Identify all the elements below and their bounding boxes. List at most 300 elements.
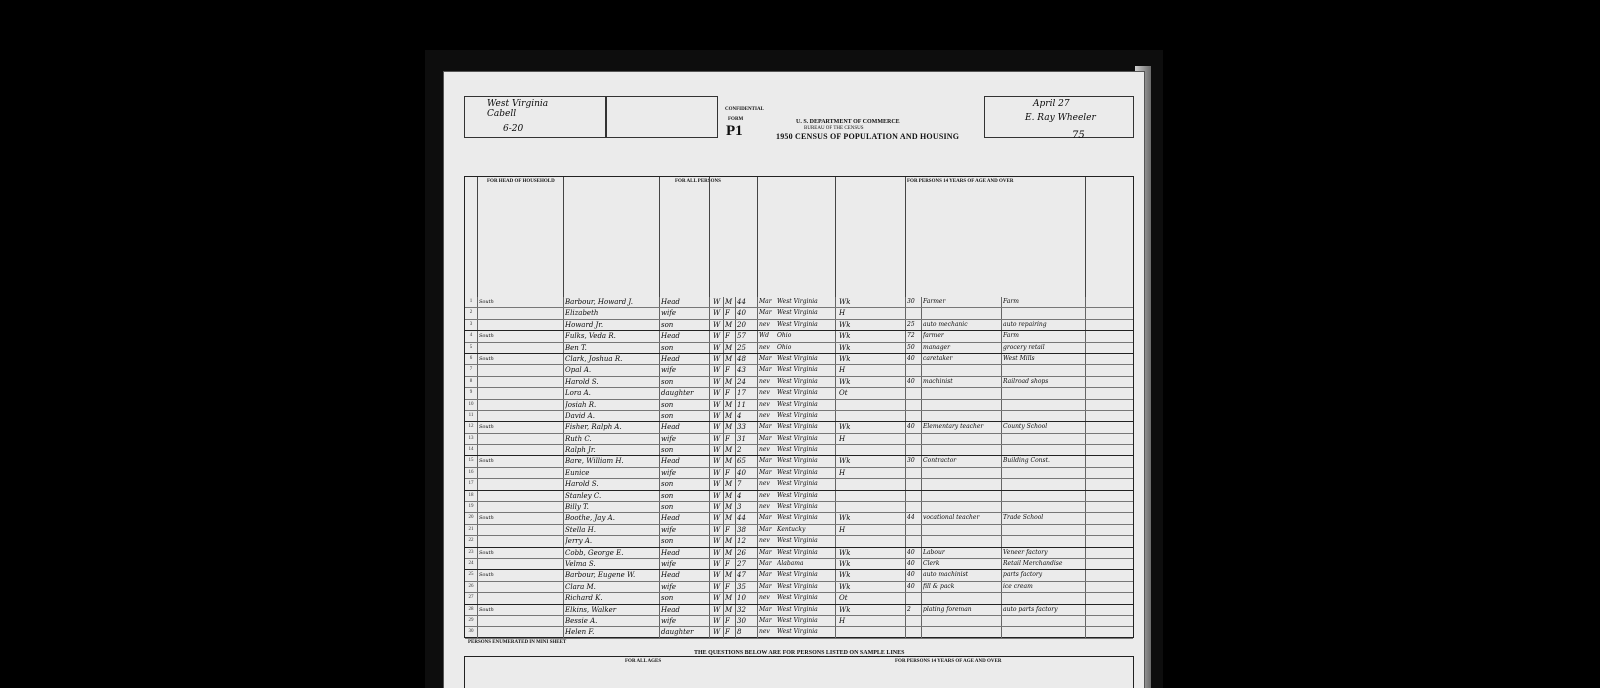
column-divider (921, 525, 922, 535)
cell-relation: Head (661, 423, 680, 432)
column-divider (835, 434, 836, 444)
cell-name: Stanley C. (565, 491, 602, 500)
column-divider (905, 320, 906, 330)
form-label: FORM (728, 117, 744, 122)
cell-occupation: auto machinist (923, 571, 969, 579)
column-divider (757, 388, 758, 398)
column-divider (921, 434, 922, 444)
column-divider (723, 616, 724, 626)
column-divider (905, 388, 906, 398)
cell-race: W (713, 400, 721, 409)
column-divider (477, 343, 478, 353)
column-divider (905, 354, 906, 364)
cell-name: Ruth C. (565, 434, 592, 443)
column-divider (659, 491, 660, 501)
column-divider (921, 605, 922, 615)
cell-name: Richard K. (565, 594, 603, 603)
column-divider (477, 525, 478, 535)
column-divider (709, 445, 710, 455)
column-divider (709, 388, 710, 398)
cell-relation: son (661, 491, 674, 500)
cell-birthplace: West Virginia (777, 389, 818, 397)
column-divider (735, 548, 736, 558)
cell-birthplace: West Virginia (777, 571, 818, 579)
cell-relation: wife (661, 366, 676, 375)
column-divider (659, 411, 660, 421)
census-rows (465, 297, 1133, 639)
cell-industry: ice cream (1003, 582, 1033, 590)
cell-race: W (713, 616, 721, 625)
column-divider (709, 582, 710, 592)
column-divider (659, 308, 660, 318)
footer-note: PERSONS ENUMERATED IN MINI SHEET (468, 640, 567, 645)
column-divider (835, 320, 836, 330)
census-sheet (444, 72, 1144, 688)
cell-name: Helen F. (565, 628, 595, 637)
column-divider (723, 456, 724, 466)
cell-sex: M (725, 343, 733, 352)
column-divider (659, 377, 660, 387)
column-divider (735, 491, 736, 501)
column-divider (659, 525, 660, 535)
column-divider (563, 422, 564, 432)
cell-work: Ot (839, 594, 848, 603)
column-divider (757, 479, 758, 489)
column-divider (477, 308, 478, 318)
column-divider (921, 559, 922, 569)
column-divider (835, 422, 836, 432)
table-row (465, 388, 1133, 399)
cell-name: Clark, Joshua R. (565, 354, 623, 363)
column-divider (1085, 354, 1086, 364)
column-divider (659, 320, 660, 330)
cell-birthplace: Kentucky (777, 525, 806, 533)
column-divider (1001, 320, 1002, 330)
table-row (465, 297, 1133, 308)
cell-sex: F (725, 559, 730, 568)
cell-age: 47 (737, 571, 746, 580)
column-divider (723, 548, 724, 558)
column-divider (757, 422, 758, 432)
column-divider (1085, 456, 1086, 466)
column-divider (1001, 343, 1002, 353)
cell-industry: grocery retail (1003, 343, 1045, 351)
column-divider (659, 570, 660, 580)
column-divider (1085, 422, 1086, 432)
cell-birthplace: West Virginia (777, 423, 818, 431)
column-divider (1085, 479, 1086, 489)
cell-marital: nev (759, 377, 770, 385)
cell-relation: wife (661, 309, 676, 318)
column-divider (1085, 343, 1086, 353)
cell-name: Harold S. (565, 377, 599, 386)
cell-age: 25 (737, 343, 746, 352)
column-divider (835, 388, 836, 398)
cell-work: H (839, 434, 846, 443)
cell-age: 44 (737, 514, 746, 523)
column-divider (905, 456, 906, 466)
column-divider (723, 513, 724, 523)
cell-industry: auto repairing (1003, 320, 1047, 328)
column-divider (735, 354, 736, 364)
column-divider (563, 491, 564, 501)
line-number: 6 (469, 355, 473, 361)
column-divider (477, 502, 478, 512)
column-divider (709, 308, 710, 318)
cell-race: W (713, 594, 721, 603)
cell-work: Wk (839, 605, 851, 614)
table-row (465, 365, 1133, 376)
cell-name: Bare, William H. (565, 457, 624, 466)
column-divider (477, 331, 478, 341)
column-divider (757, 548, 758, 558)
cell-marital: nev (759, 537, 770, 545)
column-divider (723, 434, 724, 444)
cell-hours: 40 (907, 423, 915, 431)
cell-name: Eunice (565, 468, 590, 477)
cell-age: 38 (737, 525, 746, 534)
county-value: Cabell (487, 109, 517, 119)
column-divider (757, 627, 758, 637)
column-divider (1001, 479, 1002, 489)
line-number: 26 (468, 583, 474, 589)
cell-marital: nev (759, 491, 770, 499)
cell-age: 31 (737, 434, 746, 443)
column-divider (905, 536, 906, 546)
column-divider (921, 365, 922, 375)
cell-race: W (713, 525, 721, 534)
cell-marital: Mar (759, 457, 772, 465)
cell-marital: Mar (759, 423, 772, 431)
cell-name: Fisher, Ralph A. (565, 423, 622, 432)
column-divider (1001, 434, 1002, 444)
column-divider (709, 491, 710, 501)
column-divider (477, 559, 478, 569)
column-divider (757, 320, 758, 330)
cell-dwelling: South (479, 299, 494, 305)
cell-relation: son (661, 320, 674, 329)
cell-marital: Mar (759, 514, 772, 522)
cell-hours: 30 (907, 457, 915, 465)
column-divider (905, 627, 906, 637)
column-divider (563, 548, 564, 558)
cell-occupation: manager (923, 343, 950, 351)
column-divider (835, 445, 836, 455)
column-divider (735, 536, 736, 546)
cell-race: W (713, 503, 721, 512)
cell-age: 27 (737, 559, 746, 568)
column-divider (563, 308, 564, 318)
column-divider (835, 593, 836, 603)
cell-sex: F (725, 628, 730, 637)
cell-marital: nev (759, 446, 770, 454)
cell-race: W (713, 423, 721, 432)
cell-industry: auto parts factory (1003, 605, 1058, 613)
cell-age: 24 (737, 377, 746, 386)
cell-sex: M (725, 514, 733, 523)
column-divider (835, 616, 836, 626)
column-divider (921, 343, 922, 353)
cell-birthplace: West Virginia (777, 354, 818, 362)
cell-race: W (713, 343, 721, 352)
column-divider (1001, 388, 1002, 398)
column-divider (659, 354, 660, 364)
cell-sex: M (725, 594, 733, 603)
cell-age: 43 (737, 366, 746, 375)
column-divider (709, 400, 710, 410)
column-divider (835, 354, 836, 364)
column-divider (921, 377, 922, 387)
column-divider (1085, 400, 1086, 410)
column-divider (921, 627, 922, 637)
column-divider (723, 354, 724, 364)
column-divider (659, 627, 660, 637)
column-divider (1085, 582, 1086, 592)
cell-industry: parts factory (1003, 571, 1043, 579)
cell-hours: 50 (907, 343, 915, 351)
column-divider (757, 593, 758, 603)
line-number: 17 (468, 481, 474, 487)
cell-marital: Mar (759, 571, 772, 579)
section-persons-14: FOR PERSONS 14 YEARS OF AGE AND OVER (907, 179, 1014, 184)
column-divider (757, 308, 758, 318)
column-divider (477, 434, 478, 444)
column-divider (1085, 536, 1086, 546)
cell-birthplace: West Virginia (777, 582, 818, 590)
cell-work: H (839, 366, 846, 375)
column-divider (709, 479, 710, 489)
column-divider (709, 434, 710, 444)
line-number: 8 (469, 378, 473, 384)
table-row (465, 354, 1133, 365)
column-divider (735, 479, 736, 489)
line-number: 22 (468, 538, 474, 544)
column-divider (1085, 445, 1086, 455)
column-divider (659, 434, 660, 444)
cell-name: Barbour, Howard J. (565, 298, 633, 306)
column-divider (905, 445, 906, 455)
column-divider (659, 388, 660, 398)
cell-race: W (713, 514, 721, 523)
cell-birthplace: Ohio (777, 332, 792, 340)
column-divider (563, 605, 564, 615)
table-row (465, 343, 1133, 354)
cell-work: Wk (839, 423, 851, 432)
column-divider (735, 331, 736, 341)
column-divider (477, 593, 478, 603)
cell-name: Velma S. (565, 559, 596, 568)
line-number: 14 (468, 447, 474, 453)
column-divider (477, 616, 478, 626)
cell-marital: Mar (759, 298, 772, 305)
cell-work: Wk (839, 332, 851, 341)
cell-work: Ot (839, 389, 848, 398)
column-divider (835, 502, 836, 512)
cell-occupation: Contractor (923, 457, 957, 465)
column-divider (921, 331, 922, 341)
column-divider (477, 479, 478, 489)
column-divider (1001, 445, 1002, 455)
column-divider (563, 627, 564, 637)
column-divider (1085, 320, 1086, 330)
cell-marital: nev (759, 320, 770, 328)
table-row (465, 570, 1133, 581)
cell-birthplace: West Virginia (777, 400, 818, 408)
column-divider (757, 411, 758, 421)
column-divider (921, 548, 922, 558)
cell-sex: M (725, 491, 733, 500)
cell-race: W (713, 457, 721, 466)
cell-name: Josiah R. (565, 400, 597, 409)
cell-sex: F (725, 389, 730, 398)
column-divider (563, 445, 564, 455)
column-divider (659, 468, 660, 478)
column-divider (1001, 570, 1002, 580)
column-divider (1001, 468, 1002, 478)
cell-race: W (713, 537, 721, 546)
cell-hours: 40 (907, 354, 915, 362)
column-divider (563, 400, 564, 410)
column-divider (835, 297, 836, 307)
column-divider (709, 548, 710, 558)
cell-dwelling: South (479, 333, 494, 340)
cell-relation: Head (661, 548, 680, 557)
cell-dwelling: South (479, 515, 494, 522)
column-divider (659, 536, 660, 546)
cell-marital: Mar (759, 354, 772, 362)
cell-birthplace: West Virginia (777, 468, 818, 476)
cell-birthplace: West Virginia (777, 298, 818, 305)
column-divider (723, 377, 724, 387)
table-row (465, 456, 1133, 467)
cell-birthplace: Alabama (777, 559, 804, 567)
sample-all-ages: FOR ALL AGES (625, 659, 662, 664)
cell-birthplace: West Virginia (777, 366, 818, 374)
cell-work: Wk (839, 548, 851, 557)
column-divider (563, 297, 564, 307)
cell-industry: Retail Merchandise (1003, 559, 1063, 567)
cell-age: 44 (737, 298, 746, 306)
sample-lines-box (464, 656, 1134, 688)
cell-age: 57 (737, 332, 746, 341)
table-row (465, 479, 1133, 490)
cell-birthplace: West Virginia (777, 616, 818, 624)
cell-sex: M (725, 298, 733, 306)
column-divider (735, 468, 736, 478)
column-divider (757, 331, 758, 341)
column-divider (563, 388, 564, 398)
cell-age: 11 (737, 400, 746, 409)
cell-birthplace: West Virginia (777, 605, 818, 613)
column-divider (723, 570, 724, 580)
column-divider (835, 491, 836, 501)
column-divider (723, 593, 724, 603)
column-divider (723, 320, 724, 330)
col-name (563, 177, 660, 297)
cell-industry: Trade School (1003, 514, 1044, 522)
column-divider (757, 297, 758, 307)
column-divider (723, 422, 724, 432)
cell-occupation: Clerk (923, 559, 940, 567)
section-head-household: FOR HEAD OF HOUSEHOLD (487, 179, 555, 184)
cell-name: Harold S. (565, 480, 599, 489)
cell-race: W (713, 354, 721, 363)
column-divider (563, 343, 564, 353)
column-divider (709, 525, 710, 535)
cell-name: Cobb, George E. (565, 548, 624, 557)
column-divider (709, 536, 710, 546)
column-divider (905, 605, 906, 615)
column-divider (835, 308, 836, 318)
column-divider (723, 536, 724, 546)
column-divider (563, 559, 564, 569)
cell-work: Wk (839, 457, 851, 466)
line-number: 16 (468, 469, 474, 475)
cell-work: Wk (839, 354, 851, 363)
column-divider (723, 559, 724, 569)
column-divider (1085, 525, 1086, 535)
col-relationship (659, 177, 710, 297)
column-divider (659, 365, 660, 375)
column-divider (709, 331, 710, 341)
column-divider (1001, 491, 1002, 501)
cell-sex: F (725, 616, 730, 625)
column-divider (709, 297, 710, 307)
cell-age: 65 (737, 457, 746, 466)
column-divider (905, 434, 906, 444)
column-divider (1001, 627, 1002, 637)
column-divider (835, 400, 836, 410)
line-number: 20 (468, 515, 474, 521)
column-divider (1001, 308, 1002, 318)
cell-dwelling: South (479, 458, 494, 465)
cell-hours: 40 (907, 571, 915, 579)
column-divider (709, 343, 710, 353)
column-divider (735, 422, 736, 432)
cell-name: David A. (565, 411, 595, 420)
cell-relation: Head (661, 457, 680, 466)
cell-name: Barbour, Eugene W. (565, 571, 636, 580)
column-divider (709, 627, 710, 637)
column-divider (709, 456, 710, 466)
cell-race: W (713, 377, 721, 386)
column-divider (563, 616, 564, 626)
cell-birthplace: West Virginia (777, 377, 818, 385)
cell-relation: wife (661, 559, 676, 568)
cell-sex: F (725, 582, 730, 591)
cell-hours: 40 (907, 559, 915, 567)
column-divider (723, 479, 724, 489)
column-divider (735, 377, 736, 387)
column-divider (905, 548, 906, 558)
column-divider (723, 525, 724, 535)
cell-marital: nev (759, 480, 770, 488)
column-divider (905, 308, 906, 318)
column-divider (921, 502, 922, 512)
column-divider (921, 582, 922, 592)
column-divider (1001, 513, 1002, 523)
column-divider (659, 343, 660, 353)
column-divider (1085, 593, 1086, 603)
column-divider (905, 502, 906, 512)
cell-age: 4 (737, 411, 742, 420)
cell-birthplace: West Virginia (777, 548, 818, 556)
column-divider (757, 400, 758, 410)
cell-age: 3 (737, 503, 742, 512)
column-divider (835, 570, 836, 580)
column-divider (921, 411, 922, 421)
col-race-sex-age (709, 177, 758, 297)
